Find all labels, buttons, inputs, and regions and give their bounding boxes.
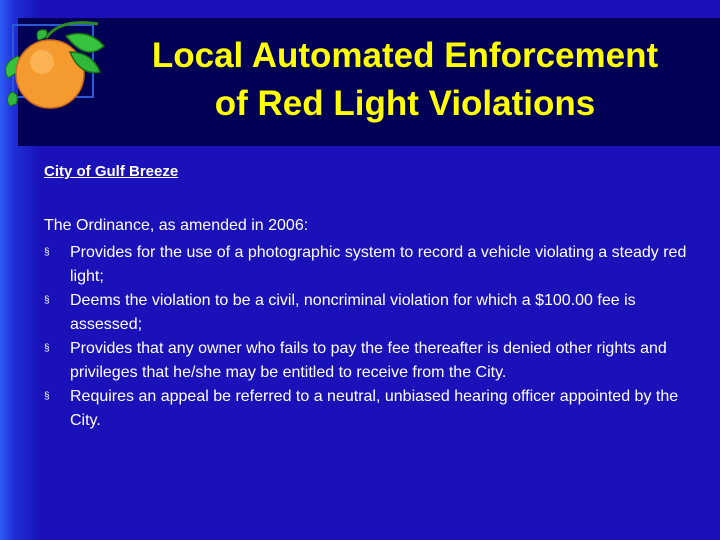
orange-logo-icon bbox=[0, 8, 110, 120]
bullet-icon: § bbox=[44, 391, 50, 402]
bullet-item bbox=[44, 241, 694, 289]
title-line-1: Local Automated Enforcement bbox=[151, 36, 659, 75]
bullet-item bbox=[44, 289, 694, 337]
bullet-text: Deems the violation to be a civil, noncriminal violation for which a $100.00 fee is assessed; bbox=[70, 292, 636, 333]
bullet-item bbox=[44, 385, 694, 433]
ordinance-bullet-list bbox=[44, 241, 694, 433]
bullet-text: Provides for the use of a photographic system to record a vehicle violating a steady red light; bbox=[70, 244, 687, 285]
ordinance-intro: The Ordinance, as amended in 2006: bbox=[44, 217, 309, 234]
title-line-2: of Red Light Violations bbox=[214, 84, 596, 123]
bullet-icon: § bbox=[44, 247, 50, 258]
bullet-icon: § bbox=[44, 295, 50, 306]
slide-title bbox=[100, 32, 710, 128]
bullet-text: Requires an appeal be referred to a neutral, unbiased hearing officer appointed by the City. bbox=[70, 388, 679, 429]
bullet-text: Provides that any owner who fails to pay the fee thereafter is denied other rights and privileges that he/she may be entitled to receive from the City. bbox=[70, 340, 667, 381]
city-subheading: City of Gulf Breeze bbox=[44, 163, 179, 180]
bullet-item bbox=[44, 337, 694, 385]
bullet-icon: § bbox=[44, 343, 50, 354]
